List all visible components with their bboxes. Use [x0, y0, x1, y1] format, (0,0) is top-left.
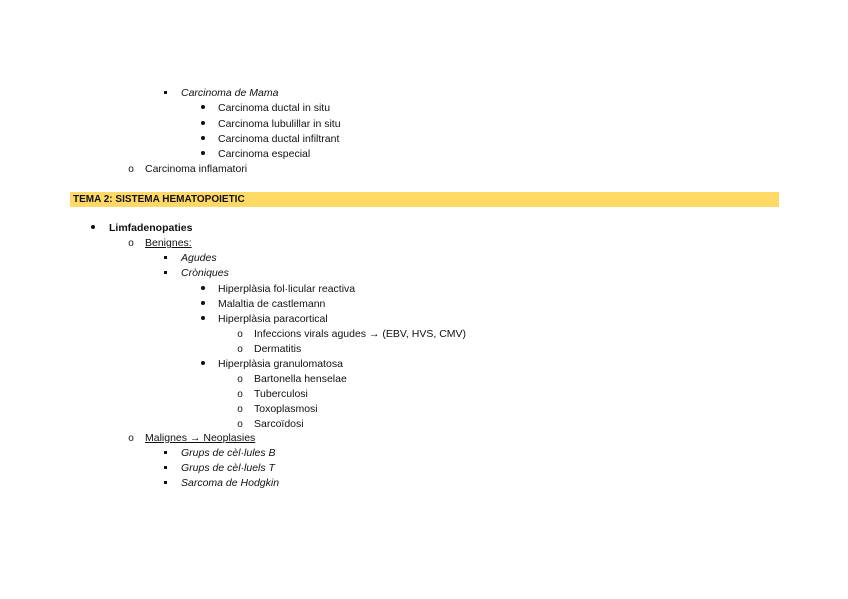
dot-bullet-icon — [198, 132, 208, 147]
dot-bullet-icon — [198, 101, 208, 116]
circle-bullet-icon: o — [128, 164, 134, 175]
square-bullet-icon — [160, 446, 170, 461]
circle-bullet-icon: o — [237, 374, 243, 385]
square-bullet-icon — [160, 476, 170, 491]
list-item-label: Sarcoma de Hodgkin — [181, 477, 280, 489]
circle-bullet-icon: o — [237, 329, 243, 340]
list-item-label: Sarcoïdosi — [254, 418, 304, 430]
circle-bullet-icon: o — [128, 238, 134, 249]
list-item-label: Malignes → Neoplasies — [145, 432, 256, 444]
list-item-label: Tuberculosi — [254, 388, 308, 400]
dot-bullet-icon — [88, 221, 98, 236]
list-item-label: Carcinoma inflamatori — [145, 163, 248, 175]
list-item-label: Carcinoma de Mama — [181, 87, 279, 99]
list-item-label: Dermatitis — [254, 343, 302, 355]
list-item-label: Toxoplasmosi — [254, 403, 318, 415]
list-item-label: Malaltia de castlemann — [218, 298, 326, 310]
list-item-label: Infeccions virals agudes → (EBV, HVS, CMV) — [254, 328, 467, 340]
square-bullet-icon — [160, 86, 170, 101]
list-item-label: Cròniques — [181, 267, 229, 279]
square-bullet-icon — [160, 251, 170, 266]
list-item-label: Agudes — [181, 252, 217, 264]
circle-bullet-icon: o — [237, 404, 243, 415]
dot-bullet-icon — [198, 297, 208, 312]
circle-bullet-icon: o — [237, 419, 243, 430]
list-item-label: Carcinoma ductal infiltrant — [218, 133, 340, 145]
list-item-label: Carcinoma especial — [218, 148, 311, 160]
list-item-label: Carcinoma ductal in situ — [218, 102, 331, 114]
circle-bullet-icon: o — [128, 433, 134, 444]
list-item-label: Hiperplàsia paracortical — [218, 313, 328, 325]
dot-bullet-icon — [198, 147, 208, 162]
list-item-label: Limfadenopaties — [109, 222, 193, 234]
dot-bullet-icon — [198, 357, 208, 372]
dot-bullet-icon — [198, 312, 208, 327]
section-heading: TEMA 2: SISTEMA HEMATOPOIETIC — [73, 194, 245, 205]
list-item-label: Grups de cèl·lules B — [181, 447, 276, 459]
circle-bullet-icon: o — [237, 344, 243, 355]
list-item-label: Hiperplàsia granulomatosa — [218, 358, 343, 370]
dot-bullet-icon — [198, 282, 208, 297]
list-item-label: Carcinoma lubulillar in situ — [218, 118, 341, 130]
square-bullet-icon — [160, 461, 170, 476]
list-item-label: Hiperplàsia fol·licular reactiva — [218, 283, 356, 295]
circle-bullet-icon: o — [237, 389, 243, 400]
square-bullet-icon — [160, 266, 170, 281]
list-item-label: Benignes: — [145, 237, 192, 249]
list-item-label: Grups de cèl·luels T — [181, 462, 275, 474]
dot-bullet-icon — [198, 117, 208, 132]
list-item-label: Bartonella henselae — [254, 373, 347, 385]
